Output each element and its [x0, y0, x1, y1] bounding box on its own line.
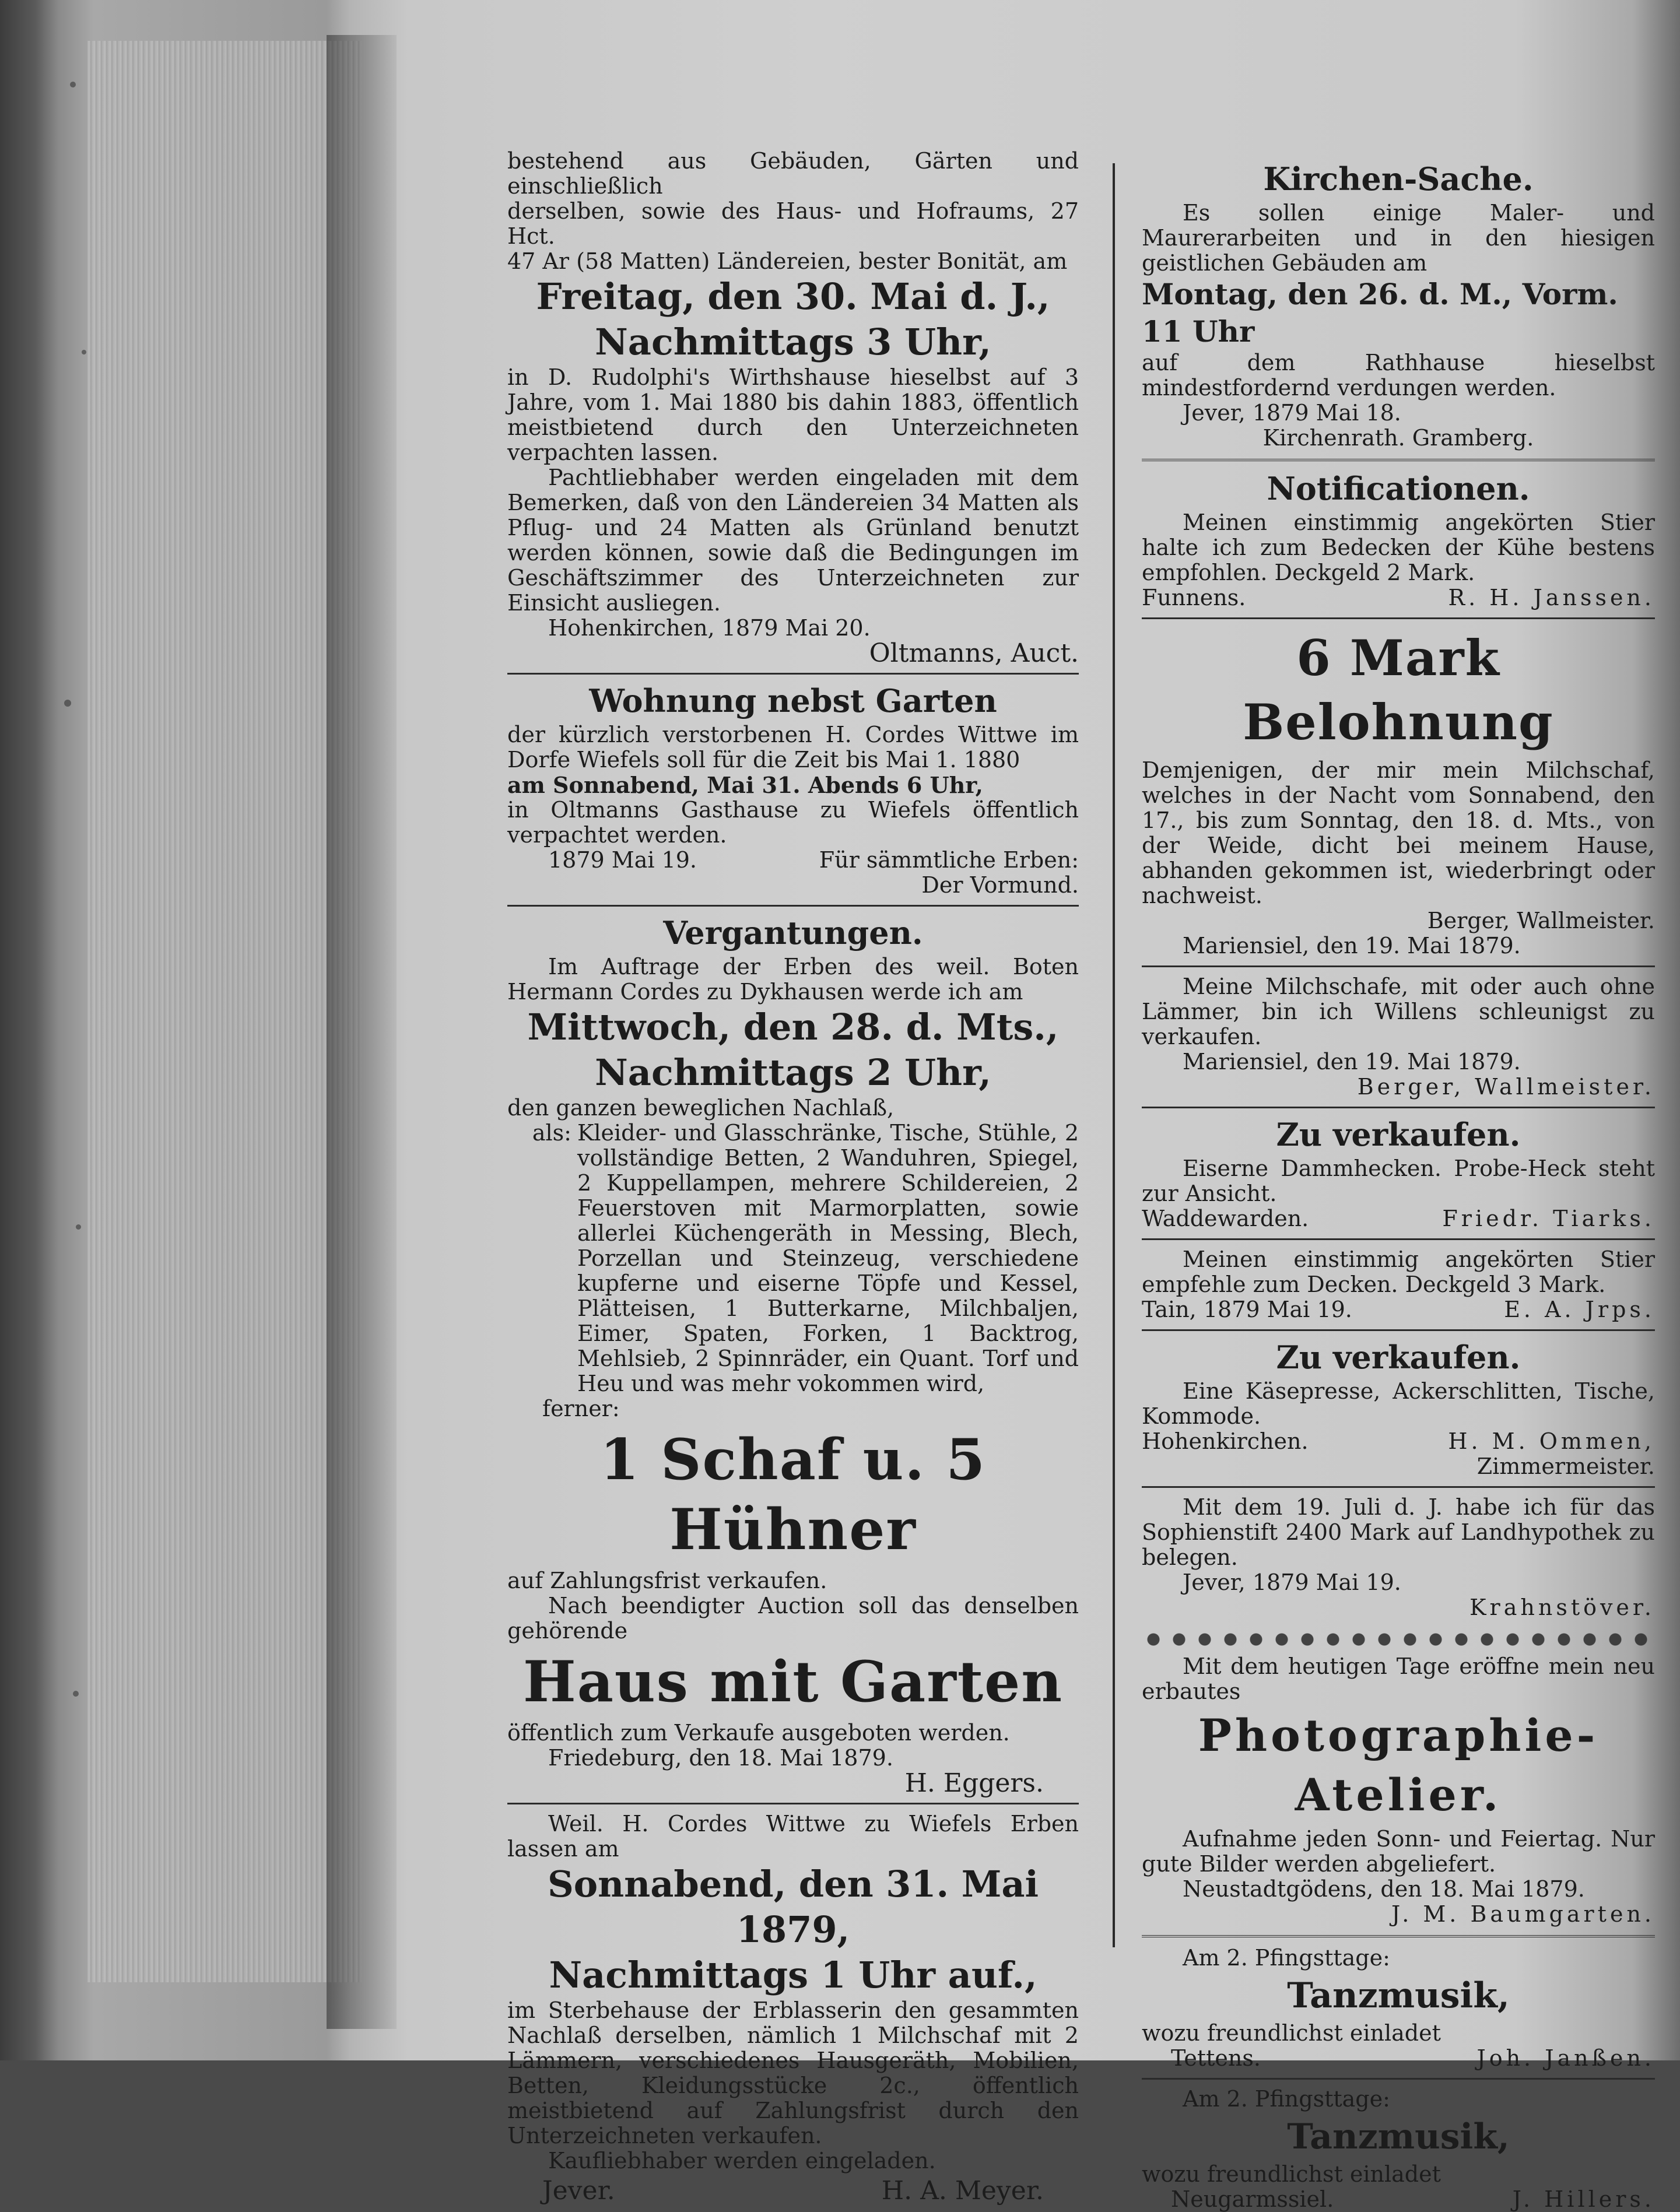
ad-signature: Krahnstöver.	[1469, 1595, 1655, 1620]
ad-place-date: Tain, 1879 Mai 19.	[1142, 1297, 1352, 1322]
ad-date: Freitag, den 30. Mai d. J.,	[536, 275, 1050, 318]
divider	[1142, 1107, 1655, 1108]
divider	[507, 1803, 1079, 1804]
ad-body: Eine Käsepresse, Ackerschlitten, Tische, Kommode.	[1142, 1378, 1655, 1429]
ad-body: Meinen einstimmig angekörten Stier halte ich zum Bedecken der Kühe bestens empfohlen. Deckgeld 2 Mark.	[1142, 510, 1655, 585]
ad-zu-verkaufen-kaesepresse	[1142, 1338, 1655, 1479]
ad-title: Notificationen.	[1267, 470, 1530, 507]
ad-body: der kürzlich verstorbenen H. Cordes Wittwe im Dorfe Wiefels soll für die Zeit bis Mai 1. 1880	[507, 722, 1079, 773]
ad-nachlass-wiefels	[507, 1811, 1079, 2209]
ad-line: auf Zahlungsfrist verkaufen.	[507, 1568, 827, 1593]
ad-place: Funnens.	[1142, 585, 1246, 610]
divider	[507, 905, 1079, 907]
speck	[73, 1691, 79, 1697]
ad-body: Aufnahme jeden Sonn- und Feiertag. Nur gute Bilder werden abgeliefert.	[1142, 1826, 1655, 1877]
page-edges	[87, 41, 362, 1982]
ad-body: Meinen einstimmig angekörten Stier empfehle zum Decken. Deckgeld 3 Mark.	[1142, 1247, 1655, 1297]
divider	[1142, 1329, 1655, 1331]
ad-tanzmusik-neugarmssiel	[1142, 2087, 1655, 2212]
divider	[1142, 617, 1655, 619]
ad-date: Mittwoch, den 28. d. Mts.,	[527, 1006, 1059, 1048]
ad-title: Zu verkaufen.	[1276, 1116, 1521, 1153]
left-column	[507, 149, 1079, 2209]
ad-title: Vergantungen.	[663, 914, 923, 951]
ad-place-date: Mariensiel, den 19. Mai 1879.	[1183, 1049, 1521, 1075]
ad-signature: J. M. Baumgarten.	[1391, 1901, 1655, 1927]
divider	[1142, 1238, 1655, 1240]
ad-footer	[1142, 2187, 1655, 2212]
ad-item-list	[507, 1121, 1079, 1396]
ad-intro: Im Auftrage der Erben des weil. Boten Hermann Cordes zu Dykhausen werde ich am	[507, 954, 1079, 1005]
ad-title: Wohnung nebst Garten	[589, 682, 997, 719]
ad-place-date: Jever, 1879 Mai 19.	[1183, 1570, 1401, 1595]
ad-date: Sonnabend, den 31. Mai 1879,	[547, 1863, 1039, 1951]
ad-body: Eiserne Dammhecken. Probe-Heck steht zur Ansicht.	[1142, 1156, 1655, 1206]
ad-zu-verkaufen-dammhecken	[1142, 1115, 1655, 1231]
ad-line: öffentlich zum Verkaufe ausgeboten werden.	[507, 1720, 1010, 1746]
ad-signature: Berger, Wallmeister.	[1427, 908, 1655, 933]
ad-line: 47 Ar (58 Matten) Ländereien, bester Bonität, am	[507, 248, 1068, 274]
ad-place: Waddewarden.	[1142, 1206, 1309, 1231]
ad-signature: H. A. Meyer.	[881, 2176, 1044, 2206]
ad-headline: Tanzmusik,	[1287, 1975, 1510, 2016]
ad-signature: H. M. Ommen,	[1448, 1428, 1655, 1454]
ad-intro: Am 2. Pfingsttage:	[1183, 1945, 1390, 1971]
ad-footer	[1142, 1429, 1655, 1454]
divider	[1142, 965, 1655, 967]
ad-headline: 6 Mark Belohnung	[1243, 629, 1554, 751]
ad-signature: E. A. Jrps.	[1504, 1297, 1655, 1322]
ad-signature: H. Eggers.	[904, 1768, 1044, 1798]
ad-footer	[1142, 2046, 1655, 2071]
ad-signature: Der Vormund.	[921, 872, 1079, 898]
column-rule	[1113, 163, 1115, 1947]
book-gutter	[327, 35, 397, 2029]
ad-headline: Haus mit Garten	[523, 1649, 1063, 1715]
ad-place-date: Hohenkirchen, 1879 Mai 20.	[548, 615, 871, 641]
ad-date: Montag, den 26. d. M., Vorm. 11 Uhr	[1142, 277, 1618, 349]
ad-footer	[507, 2174, 1079, 2209]
ad-stier	[1142, 1247, 1655, 1322]
ad-line: Nach beendigter Auction soll das denselben gehörende	[507, 1593, 1079, 1644]
ad-place: Neugarmssiel.	[1171, 2186, 1334, 2212]
ad-milchschafe	[1142, 974, 1655, 1100]
ad-body: in Oltmanns Gasthause zu Wiefels öffentlich verpachtet werden.	[507, 797, 1079, 848]
ad-body: wozu freundlichst einladet	[1142, 2020, 1441, 2046]
ad-signature: Oltmanns, Auct.	[869, 638, 1079, 668]
ad-signature: Joh. Janßen.	[1476, 2045, 1655, 2071]
ad-place: Jever.	[542, 2176, 615, 2206]
ad-headline: Atelier.	[1295, 1769, 1502, 1821]
ad-body: auf dem Rathhause hieselbst mindestfordernd verdungen werden.	[1142, 350, 1655, 401]
ad-headline: Tanzmusik,	[1287, 2116, 1510, 2157]
ad-time: Nachmittags 1 Uhr auf.,	[549, 1954, 1037, 1996]
ad-sophienstift	[1142, 1495, 1655, 1620]
divider	[1142, 1935, 1655, 1937]
ad-title: Zu verkaufen.	[1276, 1339, 1521, 1376]
ad-belohnung	[1142, 626, 1655, 958]
ad-headline: Photographie-	[1198, 1709, 1599, 1761]
ad-place: Hohenkirchen.	[1142, 1428, 1309, 1454]
ad-line: bestehend aus Gebäuden, Gärten und einschließlich	[507, 148, 1079, 199]
divider	[1142, 1486, 1655, 1488]
ad-intro: Weil. H. Cordes Wittwe zu Wiefels Erben lassen am	[507, 1811, 1079, 1862]
ad-photographie	[1142, 1654, 1655, 1927]
ad-title: Kirchen-Sache.	[1263, 160, 1534, 198]
ad-lease-hohenkirchen	[507, 149, 1079, 666]
ornament-border	[1142, 1631, 1655, 1648]
ad-time: Nachmittags 2 Uhr,	[595, 1051, 991, 1094]
ad-body: in D. Rudolphi's Wirthshause hieselbst auf 3 Jahre, vom 1. Mai 1880 bis dahin 1883, öffentlich meistbietend durch den Unterzeichneten verpachten lassen.	[507, 364, 1079, 465]
ad-headline: 1 Schaf u. 5 Hühner	[599, 1427, 987, 1563]
ad-signature: J. Hillers.	[1512, 2186, 1655, 2212]
ad-kirchen-sache	[1142, 160, 1655, 451]
speck	[70, 82, 76, 87]
ad-place-date: Neustadtgödens, den 18. Mai 1879.	[1183, 1876, 1585, 1902]
ad-body: Demjenigen, der mir mein Milchschaf, welches in der Nacht vom Sonnabend, den 17., bis zum Sonntag, den 18. d. Mts., von der Weide, dicht bei meinem Hause, abhanden gekommen ist, wiederbringt oder nachweist.	[1142, 757, 1655, 908]
ad-signature: Kirchenrath. Gramberg.	[1262, 425, 1534, 451]
speck	[64, 700, 71, 707]
ad-line: derselben, sowie des Haus- und Hofraums, 27 Hct.	[507, 198, 1079, 249]
ad-signature: Friedr. Tiarks.	[1442, 1206, 1655, 1231]
ad-signature: Berger, Wallmeister.	[1357, 1074, 1655, 1100]
ad-wohnung	[507, 682, 1079, 898]
ad-body: Pachtliebhaber werden eingeladen mit dem Bemerken, daß von den Ländereien 34 Matten als Pflug- und 24 Matten als Grünland benutzt werden können, sowie daß die Bedingungen im Geschäftszimmer des Unterzeichneten zur Einsicht ausliegen.	[507, 465, 1079, 616]
ad-signature: Für sämmtliche Erben:	[819, 847, 1079, 873]
ad-footer	[1142, 1206, 1655, 1231]
ad-footer	[507, 848, 1079, 873]
right-column	[1142, 157, 1655, 2212]
ad-body: Mit dem 19. Juli d. J. habe ich für das Sophienstift 2400 Mark auf Landhypothek zu belegen.	[1142, 1494, 1655, 1570]
ad-line: Kaufliebhaber werden eingeladen.	[548, 2148, 936, 2174]
ad-list-label: als:	[532, 1120, 571, 1146]
divider	[1142, 459, 1655, 461]
ad-signature: Zimmermeister.	[1476, 1453, 1655, 1479]
ad-body: Meine Milchschafe, mit oder auch ohne Lämmer, bin ich Willens schleunigst zu verkaufen.	[1142, 974, 1655, 1049]
speck	[76, 1224, 81, 1230]
ad-place: Tettens.	[1171, 2045, 1261, 2071]
ad-signature: R. H. Janssen.	[1448, 585, 1655, 610]
ad-notificationen	[1142, 469, 1655, 610]
ad-items: Kleider- und Glasschränke, Tische, Stühle, 2 vollständige Betten, 2 Wanduhren, Spiegel, 2 Kuppellampen, mehrere Schildereien, 2 Feuerstoven mit Marmorplatten, sowie allerlei Küchengeräth in Messing, Blech, Porzellan und Steinzeug, verschiedene kupferne und eiserne Töpfe und Kessel, Plätteisen, 1 Butterkarne, Milchbaljen, Eimer, Spaten, Forken, 1 Backtrog, Mehlsieb, 2 Spinnräder, ein Quant. Torf und Heu und was mehr vokommen wird,	[577, 1120, 1079, 1396]
ad-intro: Mit dem heutigen Tage eröffne mein neu erbautes	[1142, 1653, 1655, 1704]
divider	[1142, 2078, 1655, 2080]
ad-vergantungen	[507, 914, 1079, 1796]
ad-line: ferner:	[542, 1396, 620, 1421]
ad-place-date: Jever, 1879 Mai 18.	[1183, 400, 1401, 426]
ad-footer	[1142, 585, 1655, 610]
ad-place-date: Mariensiel, den 19. Mai 1879.	[1183, 933, 1521, 958]
ad-place-date: Friedeburg, den 18. Mai 1879.	[548, 1745, 893, 1771]
speck	[82, 350, 86, 354]
ad-intro: Am 2. Pfingsttage:	[1183, 2086, 1390, 2112]
ad-body: wozu freundlichst einladet	[1142, 2161, 1441, 2187]
ad-line: den ganzen beweglichen Nachlaß,	[507, 1095, 895, 1121]
ad-body: im Sterbehause der Erblasserin den gesammten Nachlaß derselben, nämlich 1 Milchschaf mit 2 Lämmern, verschiedenes Hausgeräth, Mobilien, Betten, Kleidungsstücke 2c., öffentlich meistbietend auf Zahlungsfrist durch den Unterzeichneten verkaufen.	[507, 1997, 1079, 2148]
divider	[507, 673, 1079, 675]
ad-footer	[1142, 1297, 1655, 1322]
ad-place-date: 1879 Mai 19.	[548, 847, 697, 873]
ad-time: Nachmittags 3 Uhr,	[595, 321, 991, 363]
ad-tanzmusik-tettens	[1142, 1946, 1655, 2071]
ad-intro: Es sollen einige Maler- und Maurerarbeiten und in den hiesigen geistlichen Gebäuden am	[1142, 200, 1655, 276]
ad-date: am Sonnabend, Mai 31. Abends 6 Uhr,	[507, 772, 983, 798]
